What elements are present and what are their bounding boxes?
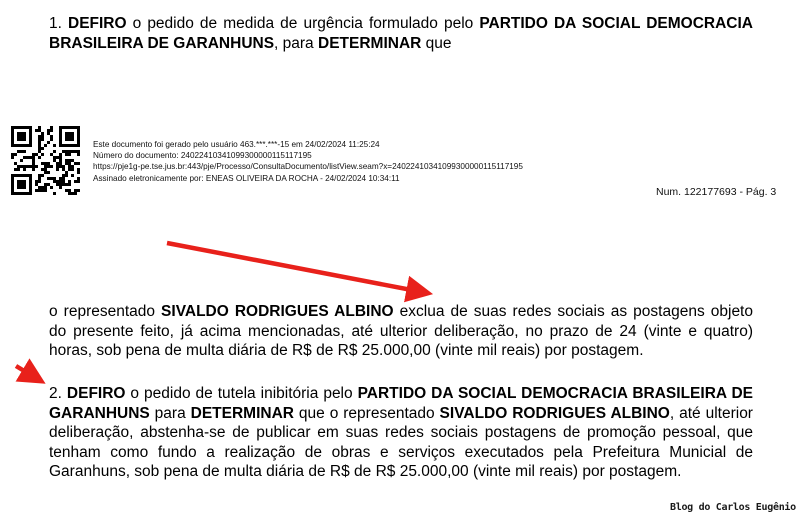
paragraph-deferral-2: [49, 384, 753, 482]
signed-by-line: Assinado eletronicamente por: ENEAS OLIVEIRA DA ROCHA - 24/02/2024 10:34:11: [93, 173, 400, 183]
document-metadata: [93, 139, 523, 184]
bold-text: DEFIRO: [68, 15, 127, 32]
arrow-line-top: [167, 243, 422, 292]
text-run: , até ulterior deliberação, abstenha-se de publicar em suas redes sociais postagens de promoção pessoal, que tenham como fundo a realização de obras e serviços executados pela Prefeitura Municial de Garanhuns, sob pena de multa diária de R$ de R$ 25.000,00 (vinte mil reais) por postagem.: [49, 404, 753, 480]
qr-code-icon: [11, 126, 80, 195]
text-run: para: [149, 404, 191, 422]
bold-text: SIVALDO RODRIGUES ALBINO: [161, 303, 394, 320]
paragraph-deferral-1: [49, 14, 753, 53]
text-run: exclua de suas redes sociais as postagens objeto do presente feito, já acima mencionadas, até ulterior deliberação, no prazo de 24 (vinte e quatro) horas, sob pena de multa diária de R$ de R$ 25.000,00 (vinte mil reais) por postagem.: [49, 303, 753, 359]
generated-by-line: Este documento foi gerado pelo usuário 463.***.***-15 em 24/02/2024 11:25:24: [93, 140, 380, 149]
text-run: 1.: [49, 15, 68, 32]
bold-text: DETERMINAR: [190, 404, 294, 422]
bold-text: PARTIDO DA SOCIAL DEMOCRACIA BRASILEIRA DE GARANHUNS: [49, 385, 754, 422]
text-run: 2.: [49, 385, 67, 402]
document-number-line: Número do documento: 24022410341099300000115117195: [93, 151, 312, 161]
text-run: , para: [274, 34, 318, 52]
text-run: que: [421, 34, 452, 52]
text-run: o pedido de medida de urgência formulado pelo: [126, 15, 480, 32]
arrow-line-left: [16, 366, 36, 378]
page-number: Num. 122177693 - Pág. 3: [656, 186, 777, 198]
blog-watermark: Blog do Carlos Eugênio: [670, 502, 796, 513]
bold-text: SIVALDO RODRIGUES ALBINO: [439, 404, 670, 422]
text-run: o pedido de tutela inibitória pelo: [125, 385, 358, 402]
text-run: o representado: [49, 303, 162, 320]
bold-text: PARTIDO DA SOCIAL DEMOCRACIA BRASILEIRA DE GARANHUNS: [49, 15, 753, 52]
bold-text: DEFIRO: [66, 385, 126, 402]
paragraph-continuation: [49, 302, 753, 361]
text-run: que o representado: [293, 404, 440, 422]
document-url-line: https://pje1g-pe.tse.jus.br:443/pje/Processo/ConsultaDocumento/listView.seam?x=24022410341099300000115117195: [93, 162, 523, 172]
bold-text: DETERMINAR: [318, 34, 422, 52]
